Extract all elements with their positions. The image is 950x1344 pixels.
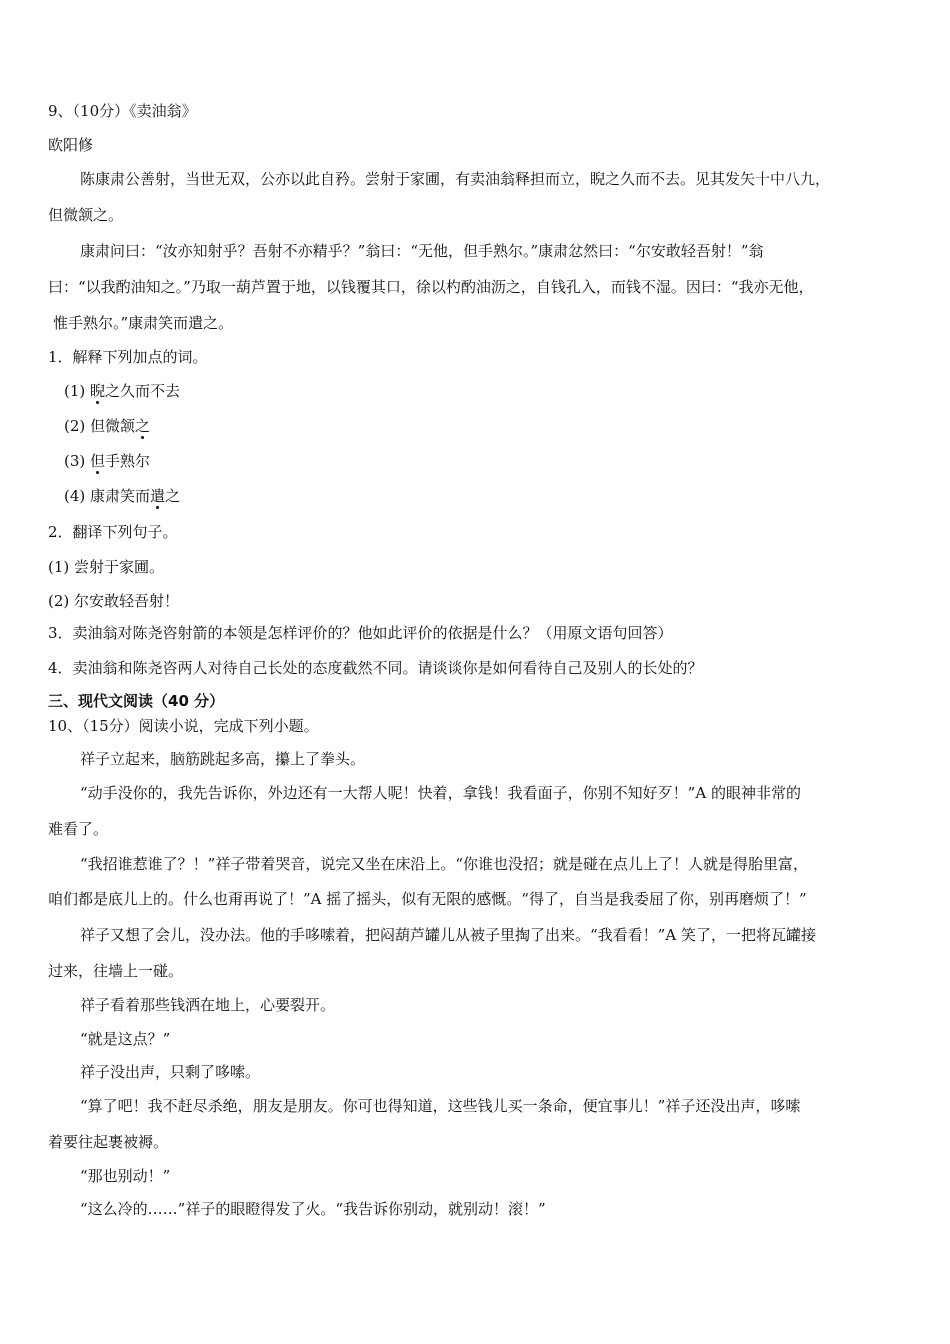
- story-line: 祥子没出声，只剩了哆嗦。: [80, 1063, 261, 1081]
- item-number: (1): [64, 382, 86, 400]
- story-line: 着要往起裹被褥。: [48, 1133, 169, 1151]
- dotted-word: 但: [90, 452, 106, 470]
- story-line: “就是这点？”: [80, 1030, 171, 1048]
- passage-paragraph-2-end: 惟手熟尔。”康肃笑而遣之。: [53, 314, 234, 332]
- story-line: 祥子看着那些钱洒在地上，心要裂开。: [80, 996, 336, 1014]
- author-name: 欧阳修: [48, 136, 94, 154]
- section-3-title: 三、现代文阅读（40 分）: [48, 692, 225, 710]
- passage-paragraph-1-cont: 但微颔之。: [48, 206, 124, 224]
- dotted-word: 遣: [150, 487, 166, 505]
- item-text-post: 之久而不去: [105, 382, 181, 400]
- subquestion-3: 3．卖油翁对陈尧咨射箭的本领是怎样评价的？他如此评价的依据是什么？（用原文语句回答）: [48, 624, 673, 642]
- dotted-word: 之: [135, 417, 151, 435]
- dotted-word: 睨: [90, 382, 106, 400]
- story-line: “那也别动！”: [80, 1167, 171, 1185]
- story-line: 过来，往墙上一碰。: [48, 962, 184, 980]
- subquestion-2-item: (2) 尔安敢轻吾射！: [48, 592, 180, 610]
- story-line: 祥子立起来，脑筋跳起多高，攥上了拳头。: [80, 750, 366, 768]
- question-10-header: 10、（15分）阅读小说，完成下列小题。: [48, 717, 319, 735]
- subquestion-1-item: [64, 451, 150, 471]
- story-line: 祥子又想了会儿，没办法。他的手哆嗦着，把闷葫芦罐儿从被子里掏了出来。“我看看！”A 笑了，一把将瓦罐接: [80, 926, 816, 944]
- story-line: “这么冷的……”祥子的眼瞪得发了火。“我告诉你别动，就别动！滚！”: [80, 1200, 546, 1218]
- subquestion-1: 1．解释下列加点的词。: [48, 348, 208, 366]
- subquestion-2: 2．翻译下列句子。: [48, 523, 178, 541]
- subquestion-1-item: [64, 416, 150, 436]
- item-text-post: 手熟尔: [105, 452, 151, 470]
- item-number: (2): [64, 417, 86, 435]
- passage-paragraph-2-cont: 曰：“以我酌油知之。”乃取一葫芦置于地，以钱覆其口，徐以杓酌油沥之，自钱孔入，而钱不湿。因曰：“我亦无他，: [48, 278, 814, 296]
- item-text-pre: 但微颔: [90, 417, 136, 435]
- story-line: “我招谁惹谁了？！”祥子带着哭音，说完又坐在床沿上。“你谁也没招；就是碰在点儿上了！人就是得胎里富，: [80, 855, 809, 873]
- item-text-pre: 康肃笑而: [90, 487, 151, 505]
- subquestion-4: 4．卖油翁和陈尧咨两人对待自己长处的态度截然不同。请谈谈你是如何看待自己及别人的长处的？: [48, 659, 703, 677]
- passage-paragraph-1: 陈康肃公善射，当世无双，公亦以此自矜。尝射于家圃，有卖油翁释担而立，睨之久而不去。见其发矢十中八九，: [80, 170, 831, 188]
- item-number: (4): [64, 487, 86, 505]
- question-9-header: 9、（10分）《卖油翁》: [48, 102, 197, 120]
- story-line: “动手没你的，我先告诉你，外边还有一大帮人呢！快着，拿钱！我看面子，你别不知好歹！”A 的眼神非常的: [80, 784, 801, 802]
- subquestion-1-item: [64, 381, 180, 401]
- item-text-post: 之: [165, 487, 181, 505]
- passage-paragraph-2: 康肃问曰：“汝亦知射乎？吾射不亦精乎？”翁曰：“无他，但手熟尔。”康肃忿然曰：“尔安敢轻吾射！”翁: [80, 242, 764, 260]
- subquestion-1-item: [64, 486, 180, 506]
- story-line: “算了吧！我不赶尽杀绝，朋友是朋友。你可也得知道，这些钱儿买一条命，便宜事儿！”祥子还没出声，哆嗦: [80, 1097, 801, 1115]
- story-line: 咱们都是底儿上的。什么也甭再说了！”A 摇了摇头，似有无限的感慨。“得了，自当是我委屈了你，别再磨烦了！”: [48, 890, 807, 908]
- subquestion-2-item: (1) 尝射于家圃。: [48, 558, 165, 576]
- item-number: (3): [64, 452, 86, 470]
- story-line: 难看了。: [48, 820, 109, 838]
